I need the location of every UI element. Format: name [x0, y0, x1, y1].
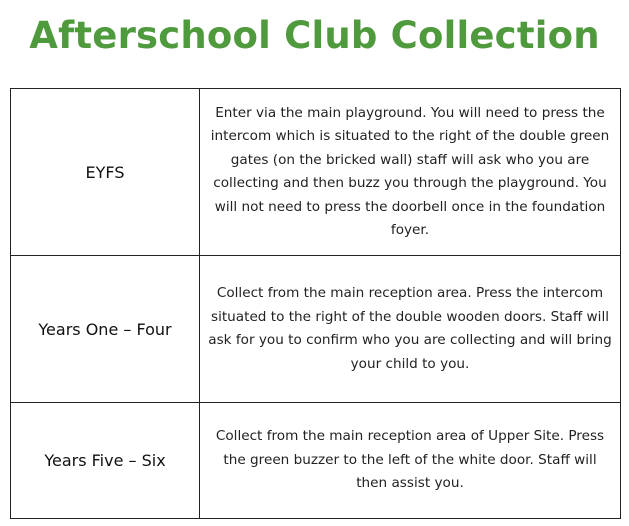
instructions-cell [200, 403, 621, 519]
year-group-cell [11, 89, 200, 256]
table-row [11, 403, 621, 519]
collection-instructions: Collect from the main reception area. Press the intercom situated to the right of the double wooden doors. Staff will ask for you to confirm who you are collecting and will bring your child to you. [208, 285, 612, 372]
instructions-cell [200, 89, 621, 256]
collection-instructions: Enter via the main playground. You will need to press the intercom which is situated to the right of the double green gates (on the bricked wall) staff will ask who you are collecting and then buzz you through the playground. You will not need to press the doorbell once in the foundation foyer. [210, 104, 610, 238]
year-group-cell [11, 256, 200, 403]
table-row [11, 256, 621, 403]
year-group-cell [11, 403, 200, 519]
collection-table [10, 88, 621, 519]
year-group-label: EYFS [85, 162, 125, 182]
table-row [11, 89, 621, 256]
instructions-cell [200, 256, 621, 403]
collection-instructions: Collect from the main reception area of Upper Site. Press the green buzzer to the left of the white door. Staff will then assist you. [215, 428, 605, 492]
page-title: Afterschool Club Collection [29, 14, 600, 57]
year-group-label: Years Five – Six [44, 451, 166, 470]
year-group-label: Years One – Four [38, 319, 172, 339]
